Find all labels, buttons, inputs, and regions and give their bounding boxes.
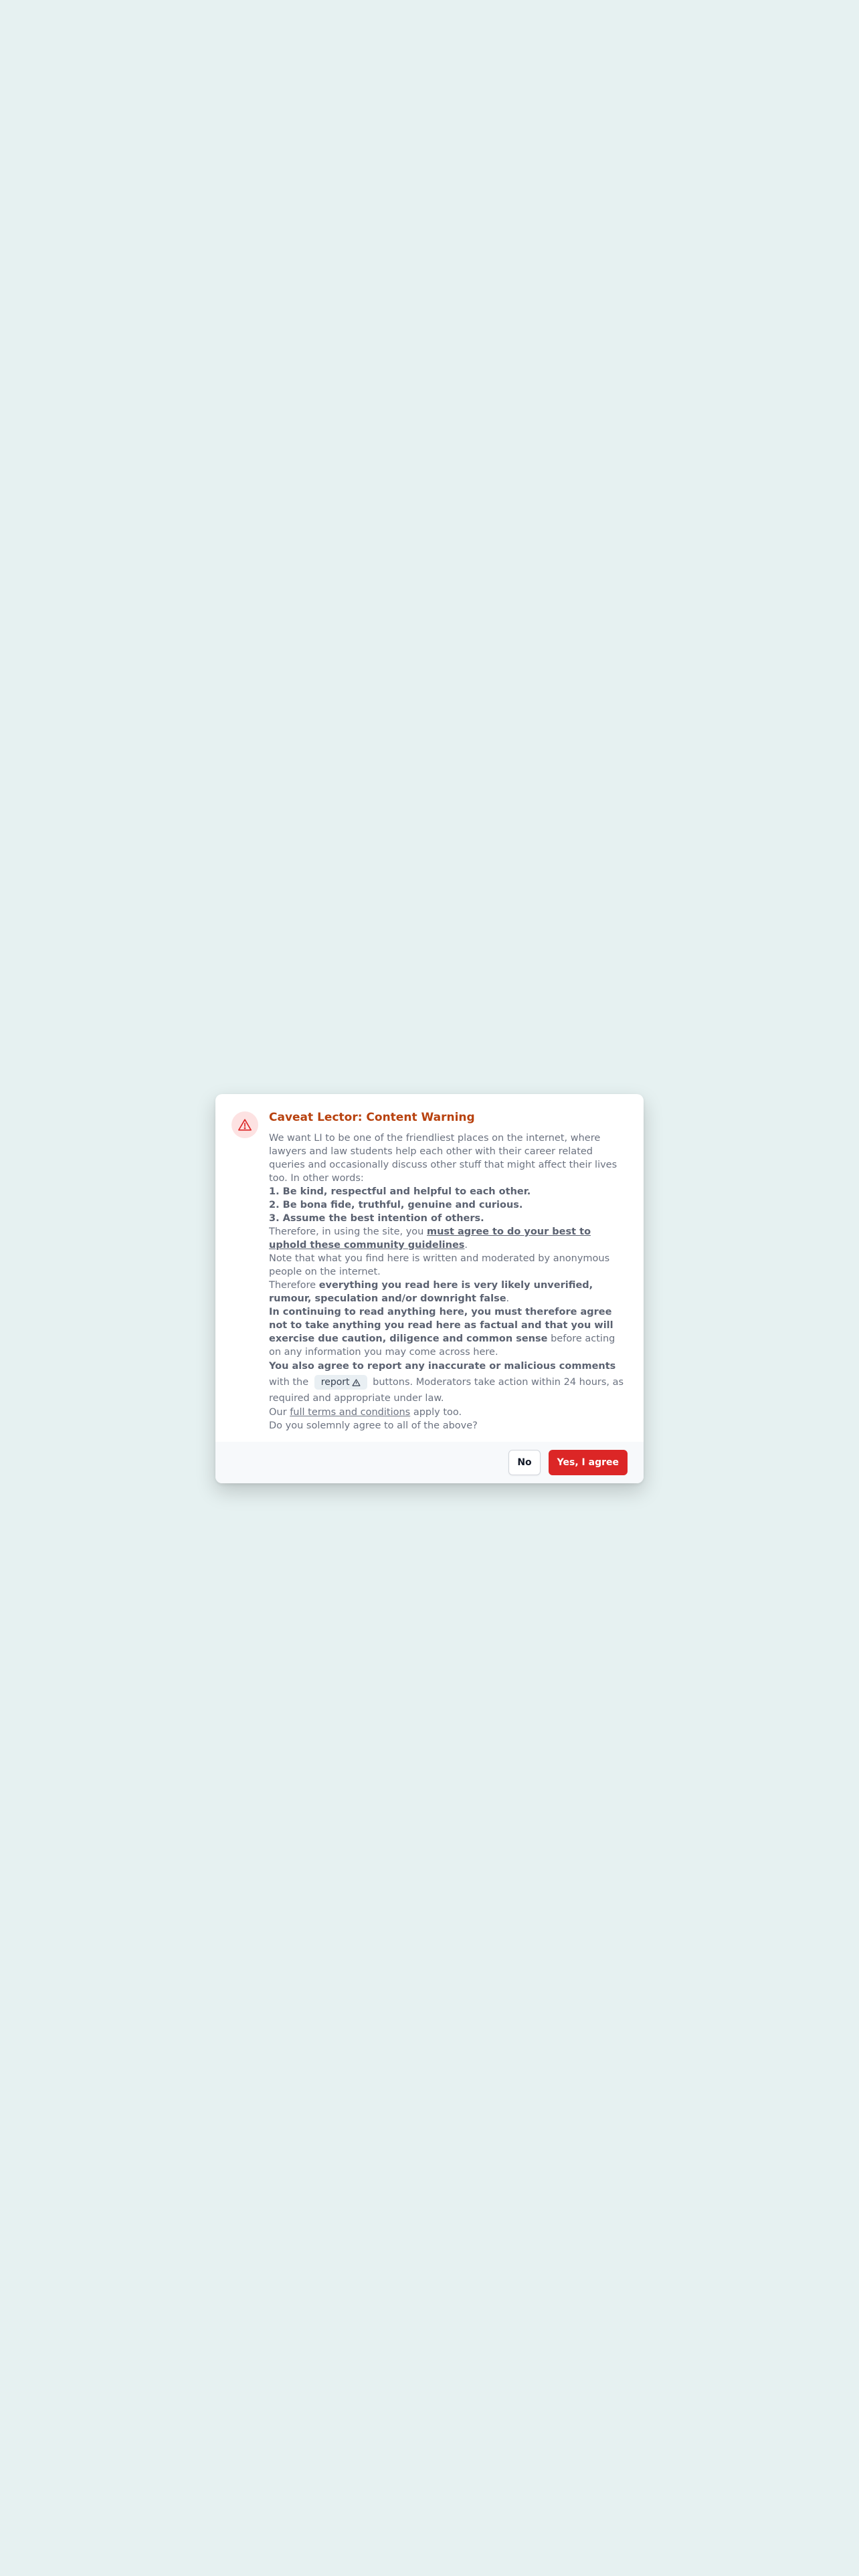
- report-paragraph: [269, 1359, 628, 1406]
- warning-triangle-icon: [237, 1117, 252, 1132]
- report-button-example[interactable]: [314, 1375, 367, 1390]
- rule-2: [269, 1198, 628, 1212]
- rule-2-text: 2. Be bona fide, truthful, genuine and curious.: [269, 1200, 523, 1210]
- report-suffix: buttons. Moderators take action within 24 hours, as required and appropriate under law.: [269, 1377, 624, 1404]
- report-bold: You also agree to report any inaccurate or malicious comments: [269, 1361, 616, 1372]
- no-button[interactable]: No: [508, 1450, 540, 1475]
- dialog-content: [269, 1110, 628, 1432]
- terms-suffix: apply too.: [410, 1407, 462, 1418]
- continuing-suffix: before acting on any information you may come across here.: [269, 1333, 615, 1358]
- report-chip-label: report: [320, 1377, 350, 1388]
- guidelines-paragraph: [269, 1225, 628, 1252]
- terms-and-conditions-link[interactable]: full terms and conditions: [290, 1407, 411, 1418]
- guidelines-prefix: Therefore, in using the site, you: [269, 1226, 427, 1237]
- dialog-title: Caveat Lector: Content Warning: [269, 1111, 475, 1124]
- agree-question: Do you solemnly agree to all of the above?: [269, 1420, 478, 1431]
- warning-triangle-icon: [352, 1378, 361, 1387]
- community-guidelines-link[interactable]: must agree to do your best to uphold these community guidelines: [269, 1226, 591, 1251]
- rule-1: [269, 1185, 628, 1198]
- content-warning-dialog: [215, 1094, 644, 1483]
- terms-prefix: Our: [269, 1407, 290, 1418]
- dialog-text: [269, 1132, 628, 1432]
- report-mid: with the: [269, 1377, 312, 1388]
- rule-3: [269, 1212, 628, 1225]
- dialog-footer: [215, 1442, 644, 1483]
- continuing-paragraph: [269, 1305, 628, 1359]
- dialog-body: [215, 1094, 644, 1442]
- unverified-prefix: Therefore: [269, 1280, 319, 1291]
- continuing-bold: In continuing to read anything here, you must therefore agree not to take anything you read here as factual and that you will exercise due caution, diligence and common sense: [269, 1307, 613, 1344]
- agree-button[interactable]: Yes, I agree: [549, 1450, 628, 1475]
- guidelines-suffix: .: [464, 1240, 468, 1251]
- rule-3-text: 3. Assume the best intention of others.: [269, 1213, 484, 1224]
- note-paragraph: Note that what you find here is written and moderated by anonymous people on the internet.: [269, 1253, 610, 1277]
- warning-icon-badge: [231, 1111, 258, 1138]
- rule-1-text: 1. Be kind, respectful and helpful to each other.: [269, 1186, 531, 1197]
- terms-paragraph: [269, 1406, 628, 1419]
- unverified-bold: everything you read here is very likely unverified, rumour, speculation and/or downright false: [269, 1280, 593, 1304]
- intro-paragraph: We want LI to be one of the friendliest places on the internet, where lawyers and law students help each other with their career related queries and occasionally discuss other stuff that might affect their lives too. In other words:: [269, 1133, 617, 1184]
- unverified-suffix: .: [506, 1293, 510, 1304]
- unverified-paragraph: [269, 1279, 628, 1305]
